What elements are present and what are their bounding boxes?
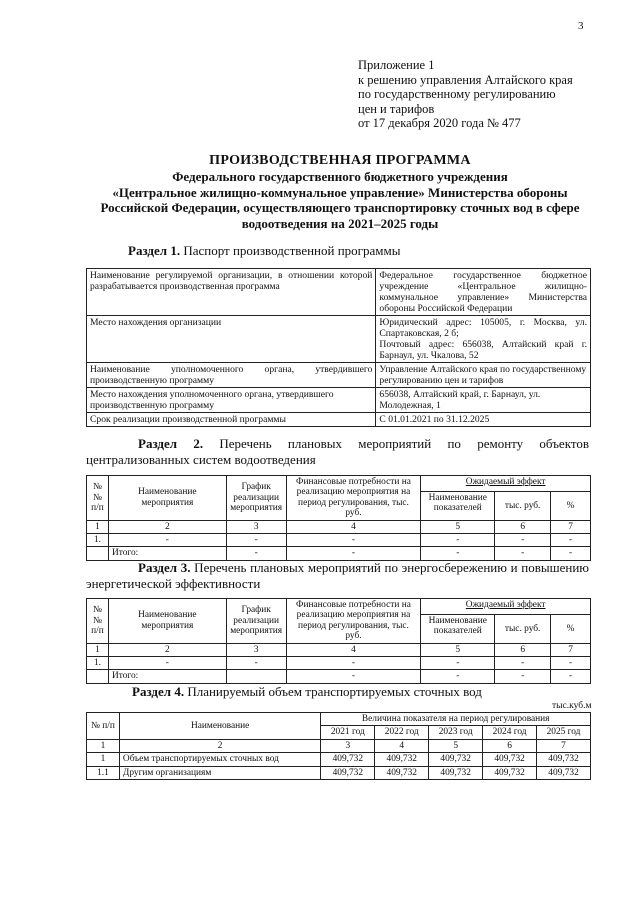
- table-header-row: [87, 713, 591, 726]
- title-line: ПРОИЗВОДСТВЕННАЯ ПРОГРАММА: [209, 153, 471, 168]
- header-schedule: График реализации мероприятия: [226, 599, 286, 644]
- value-cell: 409,732: [429, 766, 483, 779]
- repair-measures-table: [86, 475, 591, 561]
- table-row: [87, 363, 591, 388]
- data-cell: -: [551, 534, 591, 547]
- index-cell: 4: [286, 643, 421, 656]
- total-cell: [87, 547, 109, 560]
- section3-heading: [86, 560, 589, 592]
- total-cell: -: [551, 547, 591, 560]
- row-name: Объем транспортируемых сточных вод: [119, 753, 320, 766]
- header-thousand: тыс. руб.: [495, 615, 551, 644]
- value-cell: 409,732: [483, 753, 537, 766]
- data-cell: -: [421, 534, 495, 547]
- passport-table: [86, 268, 591, 427]
- passport-value-line: Юридический адрес: 105005, г. Москва, ул. Спартаковская, 2 б;: [379, 317, 587, 339]
- index-cell: 2: [108, 520, 226, 533]
- value-cell: 409,732: [483, 766, 537, 779]
- header-group: Величина показателя на период регулирования: [321, 713, 591, 726]
- data-cell: 1.: [87, 534, 109, 547]
- index-cell: 3: [226, 520, 286, 533]
- section2-heading: [86, 436, 589, 468]
- total-cell: -: [226, 547, 286, 560]
- table-row: [87, 316, 591, 363]
- header-name: Наименование мероприятия: [108, 476, 226, 521]
- header-effect: Ожидаемый эффект: [421, 599, 591, 615]
- total-label: Итого:: [108, 670, 226, 683]
- index-cell: 6: [495, 643, 551, 656]
- header-num: №№ п/п: [87, 476, 109, 521]
- index-cell: 5: [421, 643, 495, 656]
- data-cell: -: [108, 657, 226, 670]
- section1-prefix: Раздел 1.: [128, 243, 181, 258]
- data-cell: -: [226, 534, 286, 547]
- value-cell: 409,732: [429, 753, 483, 766]
- header-finance: Финансовые потребности на реализацию мероприятия на период регулирования, тыс. руб.: [286, 476, 421, 521]
- document-title: [60, 153, 620, 232]
- value-cell: 409,732: [375, 766, 429, 779]
- table-total-row: [87, 670, 591, 683]
- data-cell: 1.: [87, 657, 109, 670]
- header-year: 2024 год: [483, 726, 537, 739]
- header-schedule: График реализации мероприятия: [226, 476, 286, 521]
- total-cell: -: [286, 547, 421, 560]
- page-number: 3: [578, 20, 584, 32]
- value-cell: 409,732: [321, 766, 375, 779]
- index-cell: 5: [429, 739, 483, 752]
- total-cell: -: [495, 547, 551, 560]
- header-indicator: Наименование показателей: [421, 492, 495, 521]
- total-cell: -: [495, 670, 551, 683]
- section3-title: Перечень плановых мероприятий по энергосбережению и повышению энергетической эффективности: [86, 560, 589, 591]
- total-cell: [226, 670, 286, 683]
- index-cell: 2: [108, 643, 226, 656]
- index-cell: 3: [226, 643, 286, 656]
- section4-prefix: Раздел 4.: [132, 684, 185, 699]
- index-cell: 1: [87, 520, 109, 533]
- data-cell: -: [108, 534, 226, 547]
- title-line: водоотведения на 2021–2025 годы: [241, 216, 439, 232]
- table-header-row: [87, 476, 591, 492]
- table-row: [87, 388, 591, 413]
- passport-label: Место нахождения уполномоченного органа, утвердившего производственную программу: [87, 388, 376, 413]
- section4-title: Планируемый объем транспортируемых сточных вод: [184, 684, 482, 699]
- row-num: 1.1: [87, 766, 120, 779]
- section2-prefix: Раздел 2.: [138, 436, 204, 451]
- passport-value: Управление Алтайского края по государственному регулированию цен и тарифов: [376, 363, 591, 388]
- header-indicator: Наименование показателей: [421, 615, 495, 644]
- header-year: 2025 год: [537, 726, 591, 739]
- appendix-line: к решению управления Алтайского края: [358, 72, 573, 87]
- header-thousand: тыс. руб.: [495, 492, 551, 521]
- section1-heading: [128, 243, 400, 259]
- total-cell: -: [551, 670, 591, 683]
- header-percent: %: [551, 492, 591, 521]
- passport-value: С 01.01.2021 по 31.12.2025: [376, 413, 591, 427]
- table-row: [87, 657, 591, 670]
- value-cell: 409,732: [321, 753, 375, 766]
- header-name: Наименование: [119, 713, 320, 740]
- passport-label: Наименование регулируемой организации, в отношении которой разрабатывается производственная программа: [87, 269, 376, 316]
- table-header-row: [87, 599, 591, 615]
- appendix-line: цен и тарифов: [358, 101, 435, 116]
- passport-label: Место нахождения организации: [87, 316, 376, 363]
- index-cell: 7: [551, 520, 591, 533]
- table-row: [87, 753, 591, 766]
- section4-heading: [132, 684, 482, 700]
- wastewater-volume-table: [86, 712, 591, 780]
- appendix-line: по государственному регулированию: [358, 87, 556, 102]
- total-cell: -: [421, 547, 495, 560]
- title-line: Федерального государственного бюджетного учреждения: [172, 168, 508, 184]
- header-effect: Ожидаемый эффект: [421, 476, 591, 492]
- data-cell: -: [551, 657, 591, 670]
- total-cell: -: [286, 670, 421, 683]
- passport-value: [376, 316, 591, 363]
- index-cell: 5: [421, 520, 495, 533]
- header-year: 2023 год: [429, 726, 483, 739]
- title-line: Российской Федерации, осуществляющего транспортировку сточных вод в сфере: [100, 200, 580, 216]
- appendix-line: от 17 декабря 2020 года № 477: [358, 116, 521, 131]
- table-row: [87, 739, 591, 752]
- header-name: Наименование мероприятия: [108, 599, 226, 644]
- index-cell: 7: [537, 739, 591, 752]
- index-cell: 6: [495, 520, 551, 533]
- value-cell: 409,732: [537, 753, 591, 766]
- passport-value: Федеральное государственное бюджетное учреждение «Центральное жилищно-коммунальное управление» Министерства обороны Российской Федерации: [376, 269, 591, 316]
- table-row: [87, 269, 591, 316]
- title-line: «Центральное жилищно-коммунальное управление» Министерства обороны: [112, 184, 568, 200]
- unit-label: тыс.куб.м: [552, 701, 592, 711]
- table-total-row: [87, 547, 591, 560]
- total-cell: [87, 670, 109, 683]
- table-row: [87, 643, 591, 656]
- data-cell: -: [495, 534, 551, 547]
- total-label: Итого:: [108, 547, 226, 560]
- index-cell: 1: [87, 643, 109, 656]
- section2-title: Перечень плановых мероприятий по ремонту объектов централизованных систем водоотведения: [86, 436, 589, 467]
- data-cell: -: [421, 657, 495, 670]
- data-cell: -: [495, 657, 551, 670]
- value-cell: 409,732: [537, 766, 591, 779]
- data-cell: -: [286, 534, 421, 547]
- passport-label: Наименование уполномоченного органа, утвердившего производственную программу: [87, 363, 376, 388]
- index-cell: 4: [375, 739, 429, 752]
- data-cell: -: [286, 657, 421, 670]
- table-row: [87, 413, 591, 427]
- section3-prefix: Раздел 3.: [138, 560, 191, 575]
- header-year: 2022 год: [375, 726, 429, 739]
- passport-label: Срок реализации производственной программы: [87, 413, 376, 427]
- header-year: 2021 год: [321, 726, 375, 739]
- value-cell: 409,732: [375, 753, 429, 766]
- table-row: [87, 520, 591, 533]
- index-cell: 6: [483, 739, 537, 752]
- energy-measures-table: [86, 598, 591, 684]
- row-num: 1: [87, 753, 120, 766]
- row-name: Другим организациям: [119, 766, 320, 779]
- header-percent: %: [551, 615, 591, 644]
- index-cell: 1: [87, 739, 120, 752]
- table-row: [87, 534, 591, 547]
- index-cell: 3: [321, 739, 375, 752]
- data-cell: -: [226, 657, 286, 670]
- passport-value: 656038, Алтайский край, г. Барнаул, ул. Молодежная, 1: [376, 388, 591, 413]
- header-num: №№ п/п: [87, 599, 109, 644]
- total-cell: -: [421, 670, 495, 683]
- header-finance: Финансовые потребности на реализацию мероприятия на период регулирования, тыс. руб.: [286, 599, 421, 644]
- index-cell: 7: [551, 643, 591, 656]
- table-row: [87, 766, 591, 779]
- header-num: № п/п: [87, 713, 120, 740]
- appendix-line: Приложение 1: [358, 58, 435, 72]
- appendix-block: [358, 58, 573, 131]
- section1-title: Паспорт производственной программы: [180, 243, 401, 258]
- index-cell: 2: [119, 739, 320, 752]
- index-cell: 4: [286, 520, 421, 533]
- passport-value-line: Почтовый адрес: 656038, Алтайский край г. Барнаул, ул. Чкалова, 52: [379, 339, 587, 361]
